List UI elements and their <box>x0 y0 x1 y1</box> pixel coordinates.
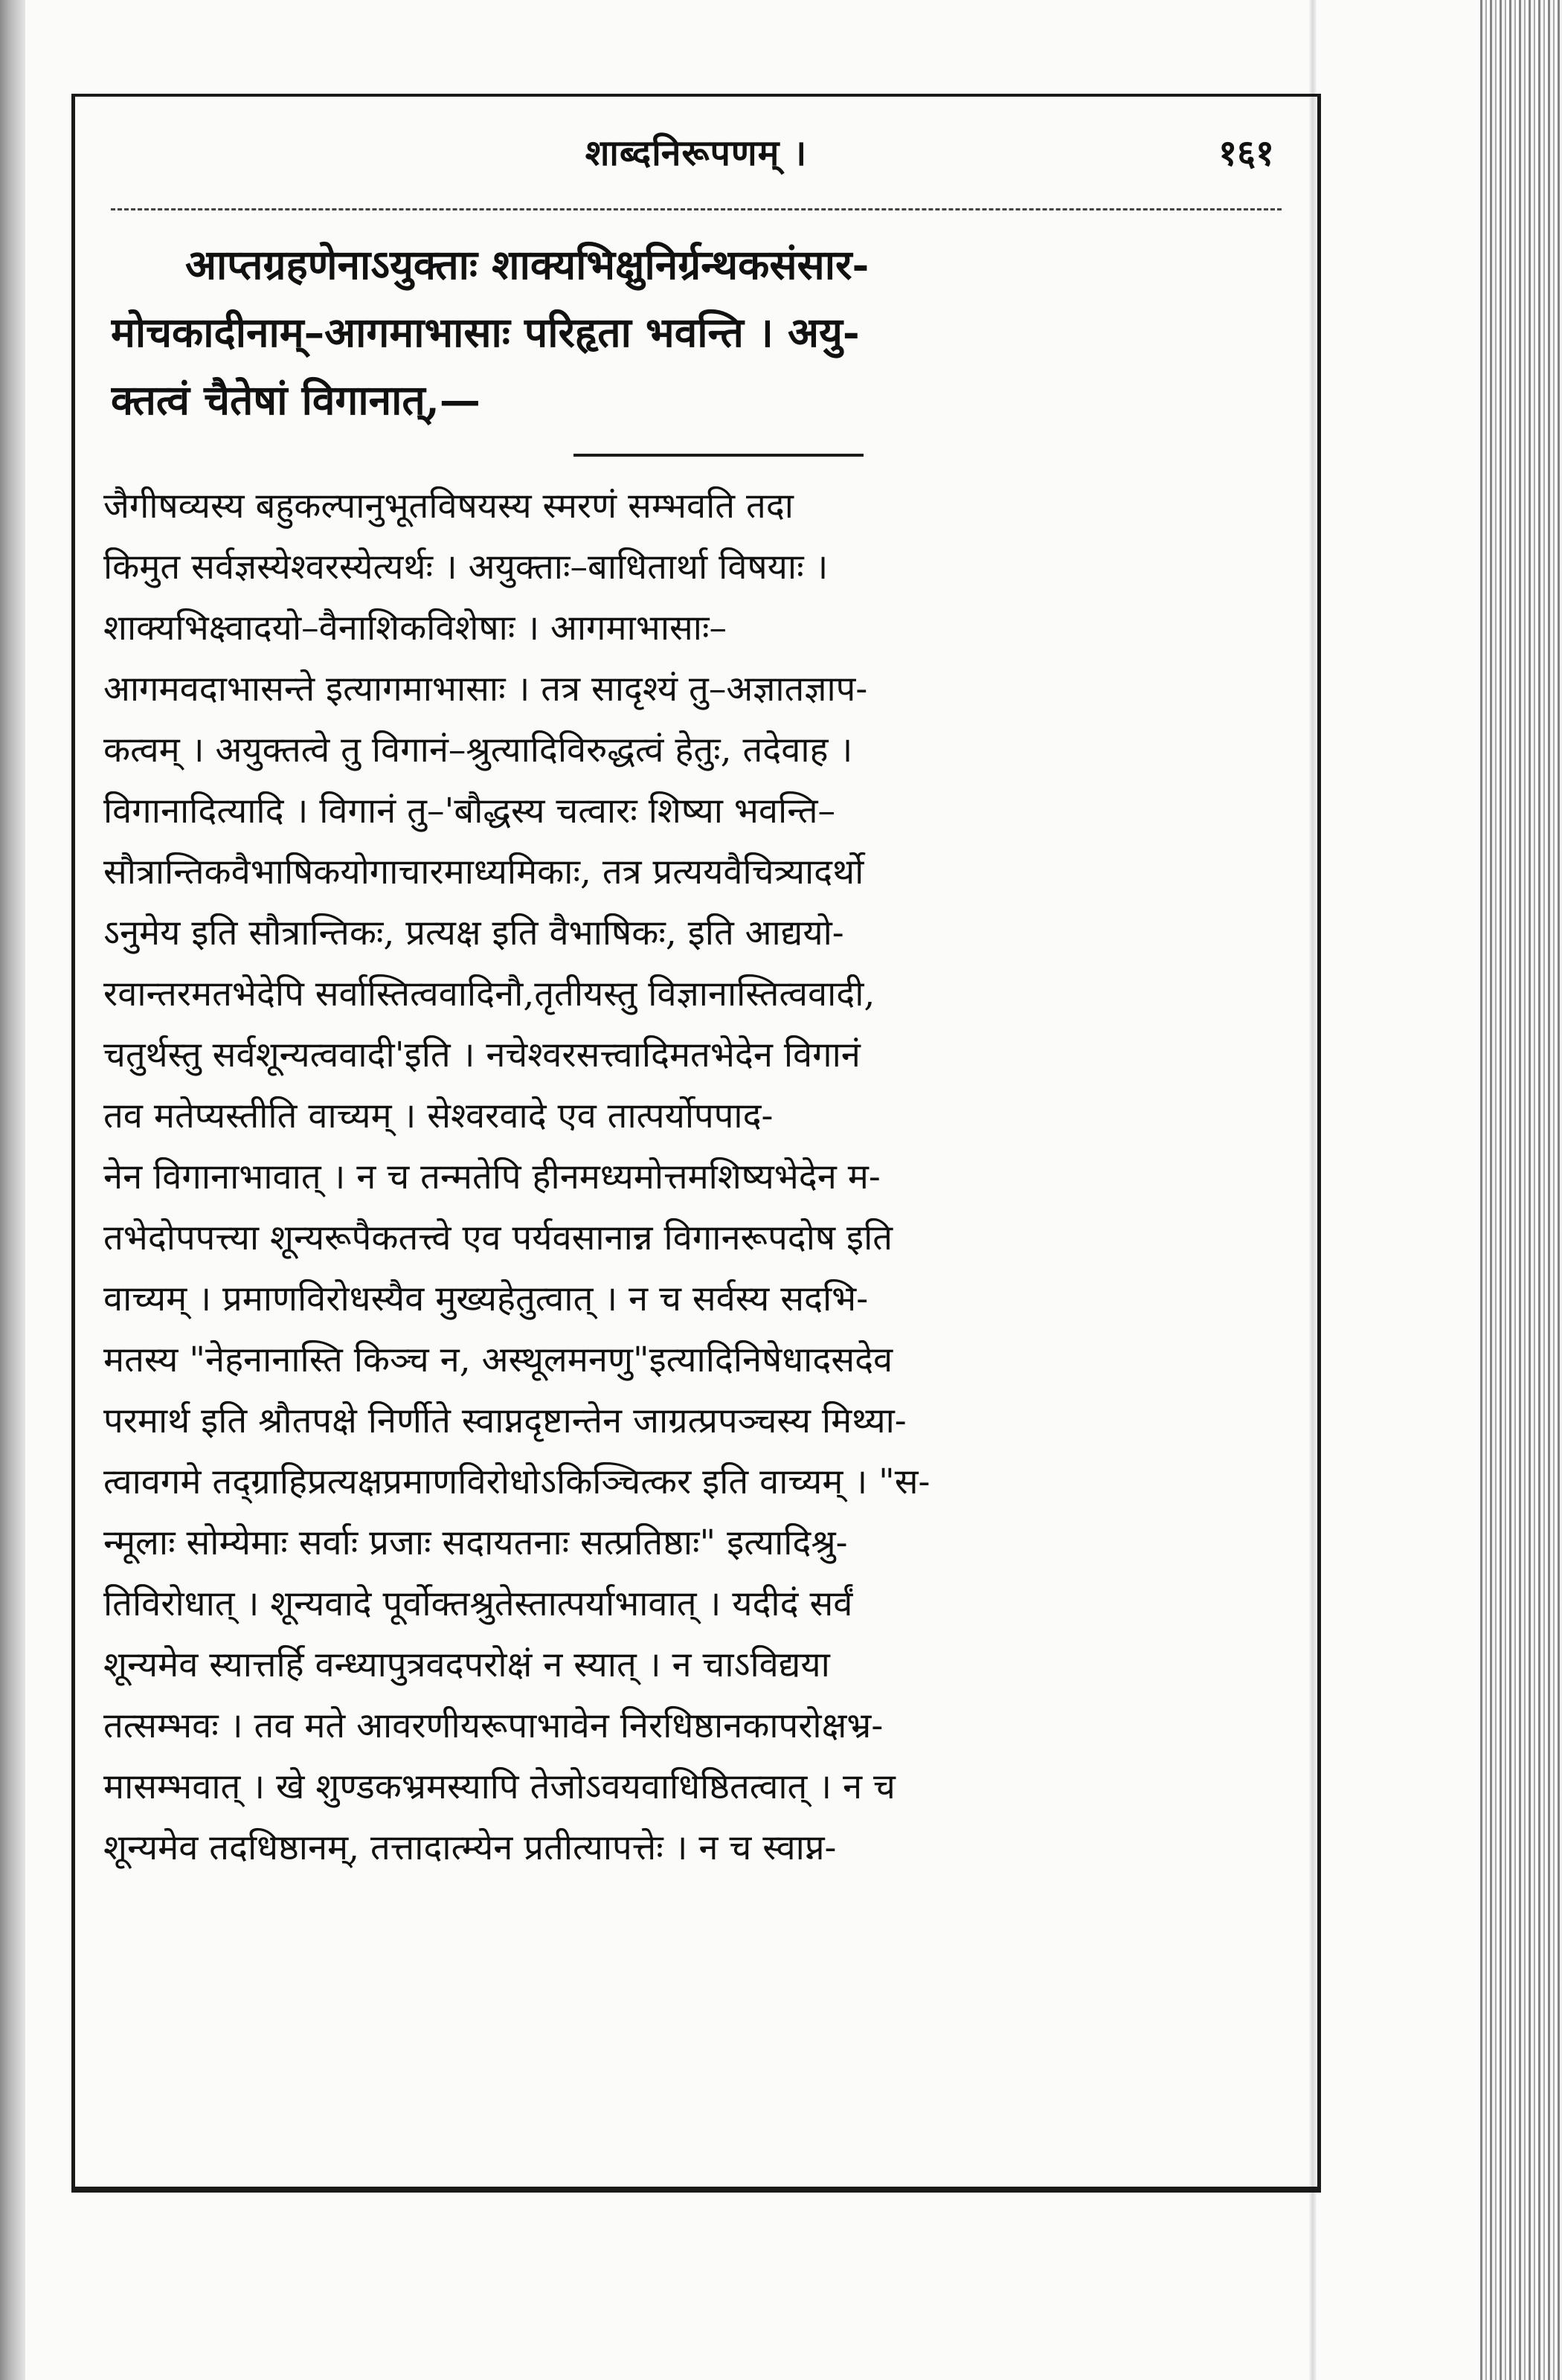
commentary-line: तिविरोधात् । शून्यवादे पूर्वोक्तश्रुतेस्तात्पर्याभावात् । यदीदं सर्वं <box>103 1583 853 1624</box>
sutra-text <box>111 231 1282 434</box>
commentary-line: तत्सम्भवः । तव मते आवरणीयरूपाभावेन निरधिष्ठानकापरोक्षभ्र- <box>103 1705 884 1746</box>
section-rule <box>573 454 864 457</box>
commentary-line: शून्यमेव तदधिष्ठानम्, तत्तादात्म्येन प्रतीत्यापत्तेः । न च स्वाप्न- <box>103 1827 837 1868</box>
commentary-line: मतस्य "नेहनानास्ति किञ्च न, अस्थूलमनणु"इत्यादिनिषेधादसदेव <box>103 1339 893 1380</box>
commentary-line: रवान्तरमतभेदेपि सर्वास्तित्ववादिनौ,तृतीयस्तु विज्ञानास्तित्ववादी, <box>103 974 875 1014</box>
commentary-line: त्वावगमे तद्ग्राहिप्रत्यक्षप्रमाणविरोधोऽकिञ्चित्कर इति वाच्यम् । "स- <box>103 1461 931 1502</box>
commentary-line: ऽनुमेय इति सौत्रान्तिकः, प्रत्यक्ष इति वैभाषिकः, इति आद्ययो- <box>103 913 844 953</box>
commentary-line: वाच्यम् । प्रमाणविरोधस्यैव मुख्यहेतुत्वात् । न च सर्वस्य सदभि- <box>103 1279 869 1319</box>
commentary-line: आगमवदाभासन्ते इत्यागमाभासाः । तत्र सादृश्यं तु–अज्ञातज्ञाप- <box>103 669 868 710</box>
commentary-line: तभेदोपपत्त्या शून्यरूपैकतत्त्वे एव पर्यवसानान्न विगानरूपदोष इति <box>103 1218 893 1258</box>
sutra-line: क्तत्वं चैतेषां विगानात्,— <box>111 376 481 424</box>
commentary-line: नेन विगानाभावात् । न च तन्मतेपि हीनमध्यमोत्तमशिष्यभेदेन म- <box>103 1157 881 1197</box>
sutra-line: आप्तग्रहणेनाऽयुक्ताः शाक्यभिक्षुनिर्ग्रन्थकसंसार- <box>185 240 870 289</box>
scan-right-edge <box>1480 0 1562 2380</box>
commentary-line: जैगीषव्यस्य बहुकल्पानुभूतविषयस्य स्मरणं सम्भवति तदा <box>103 486 794 527</box>
commentary-line: सौत्रान्तिकवैभाषिकयोगाचारमाध्यमिकाः, तत्र प्रत्ययवैचित्र्यादर्थो <box>103 852 864 892</box>
commentary-line: किमुत सर्वज्ञस्येश्वरस्येत्यर्थः । अयुक्ताः–बाधितार्था विषयाः । <box>103 547 829 588</box>
header-title: शाब्दनिरूपणम् । <box>585 132 808 174</box>
commentary-line: मासम्भवात् । खे शुण्डकभ्रमस्यापि तेजोऽवयवाधिष्ठितत्वात् । न च <box>103 1766 896 1807</box>
running-header <box>75 128 1317 187</box>
page-frame <box>71 94 1321 2193</box>
commentary-line: विगानादित्यादि । विगानं तु–'बौद्धस्य चत्वारः शिष्या भवन्ति– <box>103 791 835 832</box>
commentary-line: कत्वम् । अयुक्तत्वे तु विगानं–श्रुत्यादिविरुद्धत्वं हेतुः, तदेवाह । <box>103 730 853 771</box>
page-number: १६१ <box>1218 132 1274 174</box>
sutra-line: मोचकादीनाम्–आगमाभासाः परिहृता भवन्ति । अयु- <box>111 308 860 356</box>
commentary-line: चतुर्थस्तु सर्वशून्यत्ववादी'इति । नचेश्वरसत्त्वादिमतभेदेन विगानं <box>103 1035 861 1075</box>
commentary-line: शून्यमेव स्यात्तर्हि वन्ध्यापुत्रवदपरोक्षं न स्यात् । न चाऽविद्यया <box>103 1644 830 1685</box>
commentary-line: परमार्थ इति श्रौतपक्षे निर्णीते स्वाप्नदृष्टान्तेन जाग्रत्प्रपञ्चस्य मिथ्या- <box>103 1400 907 1441</box>
commentary-line: न्मूलाः सोम्येमाः सर्वाः प्रजाः सदायतनाः सत्प्रतिष्ठाः" इत्यादिश्रु- <box>103 1522 848 1563</box>
scan-left-edge <box>0 0 25 2380</box>
commentary-text <box>103 476 1289 1879</box>
header-rule <box>111 208 1282 210</box>
commentary-line: तव मतेप्यस्तीति वाच्यम् । सेश्वरवादे एव तात्पर्योपपाद- <box>103 1096 774 1136</box>
commentary-line: शाक्यभिक्ष्वादयो–वैनाशिकविशेषाः । आगमाभासाः– <box>103 608 727 649</box>
